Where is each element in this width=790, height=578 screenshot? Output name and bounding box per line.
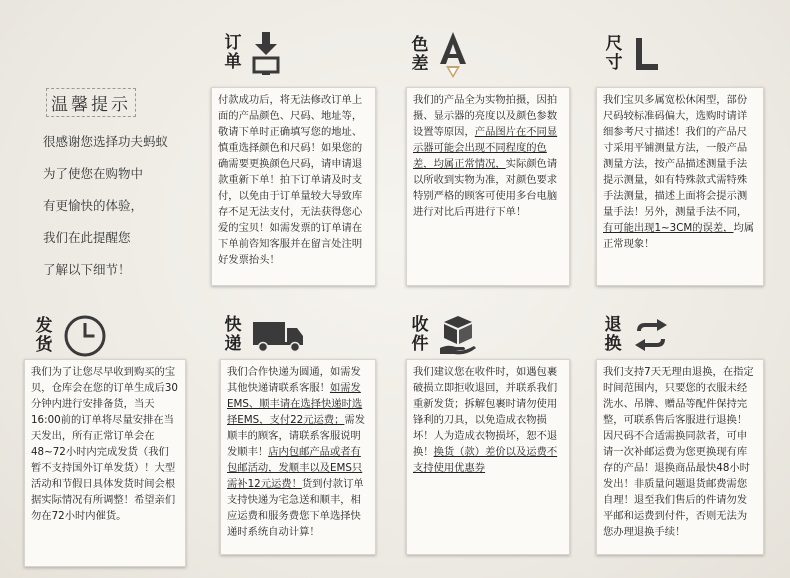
- returns-box: [596, 359, 764, 555]
- intro-title: 温馨提示: [46, 88, 136, 117]
- express-text: 需发顺丰的顾客，请联系客服说明发顺丰！: [227, 414, 365, 458]
- clock-icon: [62, 313, 108, 359]
- shipping-heading-char: 货: [35, 335, 53, 355]
- package-hand-icon: [438, 314, 478, 356]
- shipping-text: 我们为了让您尽早收到购买的宝贝，仓库会在您的订单生成后30分钟内进行安排备货，当天16:00前的订单将尽量安排在当天发出，所有正常订单会在48~72小时内完成发货（我们暂不支持国外订单发货）！大型活动和节假日具体发货时间会根据实际情况有所调整！希望亲们勿在72小时内催货。: [31, 366, 178, 522]
- download-monitor-icon: [251, 30, 281, 76]
- express-header: [223, 316, 305, 354]
- color-heading-char: 色: [411, 35, 429, 55]
- shipping-heading-char: 发: [35, 316, 53, 336]
- express-heading-char: 递: [224, 334, 242, 354]
- color-heading-char: 差: [411, 54, 429, 74]
- size-box: [596, 87, 764, 286]
- color-box: [406, 87, 570, 286]
- returns-header: [603, 316, 671, 354]
- intro-line: 了解以下细节！: [43, 262, 131, 277]
- order-header: [223, 30, 281, 76]
- shipping-box: [24, 359, 186, 567]
- express-text: 货到付款订单支持快递为宅急送和顺丰，相应运费和服务费您下单选择快递时系统自动计算！: [227, 478, 364, 538]
- intro-line: 我们在此提醒您: [43, 230, 131, 245]
- order-heading-char: 单: [224, 52, 242, 72]
- color-a-icon: [438, 30, 468, 80]
- returns-text: 我们支持7天无理由退换，在指定时间范围内，只要您的衣服未经洗水、吊牌、赠品等配件保持完整，可联系售后客服进行退换！因尺码不合适需换同款者，可申请一次补邮运费为您更换现有库存的产品！退换商品最快48小时发出！非质量问题退货邮费需您自理！退至我们售后的件请勿发平邮和运费到付件，否则无法为您办理退换手续！: [603, 366, 754, 538]
- returns-heading-char: 退: [604, 315, 622, 335]
- size-text-underlined: 有可能出现1~3CM的误差，: [603, 222, 734, 234]
- size-header: [604, 34, 660, 74]
- returns-heading-char: 换: [604, 334, 622, 354]
- ruler-l-icon: [632, 34, 660, 74]
- color-text: 我们的产品全为实物拍摄，因拍摄、显示器的亮度以及颜色参数设置等原因，: [413, 94, 558, 138]
- color-text-underlined: 产品图片在不同显示器可能会出现不同程度的色差，均属正常情况，: [413, 126, 558, 170]
- express-text: 我们合作快递为圆通，如需发其他快递请联系客服！: [227, 366, 361, 394]
- receive-heading-char: 收: [411, 315, 429, 335]
- color-header: [410, 30, 468, 80]
- size-heading-char: 寸: [605, 53, 623, 73]
- receive-box: [406, 359, 570, 555]
- order-box: [211, 87, 376, 286]
- truck-icon: [251, 318, 305, 352]
- express-text-underlined: 如需发EMS、顺丰请在选择快递时选择EMS，支付22元运费；: [227, 382, 363, 426]
- receive-header: [410, 314, 478, 356]
- color-text: 实际颜色请以所收到实物为准，对颜色要求特别严格的顾客可使用多台电脑进行对比后再进行下单！: [413, 158, 558, 218]
- size-text: 我们宝贝多属宽松休闲型，部份尺码较标准码偏大，选购时请详细参考尺寸描述！我们的产品尺寸采用平铺测量方法，一般产品测量方法，按产品描述测量手法提示测量，如有特殊款式需特殊手法测量，描述上面将会提示测量手法！另外，测量手法不同，: [603, 94, 748, 218]
- intro-line: 有更愉快的体验，: [43, 198, 144, 213]
- shipping-header: [34, 313, 108, 359]
- express-heading-char: 快: [224, 315, 242, 335]
- intro-line: 很感谢您选择功夫蚂蚁: [43, 134, 169, 149]
- intro-line: 为了使您在购物中: [43, 166, 144, 181]
- exchange-arrows-icon: [631, 317, 671, 353]
- order-heading-char: 订: [224, 33, 242, 53]
- express-box: [220, 359, 376, 555]
- size-heading-char: 尺: [605, 34, 623, 54]
- receive-text: 我们建议您在收件时，如遇包裹破损立即拒收退回，并联系我们重新发货；拆解包裹时请勿使用锋利的刀具，以免造成衣物损坏！人为造成衣物损坏，恕不退换！: [413, 366, 558, 458]
- order-text: 付款成功后，将无法修改订单上面的产品颜色、尺码、地址等，敬请下单时正确填写您的地址、慎重选择颜色和尺码！如果您的确需要更换颜色尺码，请申请退款重新下单！拍下订单请及时支付，以免由于订单量较大导致库存不足无法支付，无法获得您心爱的宝贝！如需发票的订单请在下单前咨知客服并在留言处注明好发票抬头！: [218, 94, 363, 266]
- size-text: 均属正常现象！: [603, 222, 755, 250]
- receive-heading-char: 件: [411, 334, 429, 354]
- intro-lines: [43, 128, 168, 288]
- receive-text-underlined: 换货（款）差价以及运费不支持使用优惠券: [413, 446, 558, 474]
- express-text-underlined: 店内包邮产品或者有包邮活动，发顺丰以及EMS只需补12元运费！: [227, 446, 363, 490]
